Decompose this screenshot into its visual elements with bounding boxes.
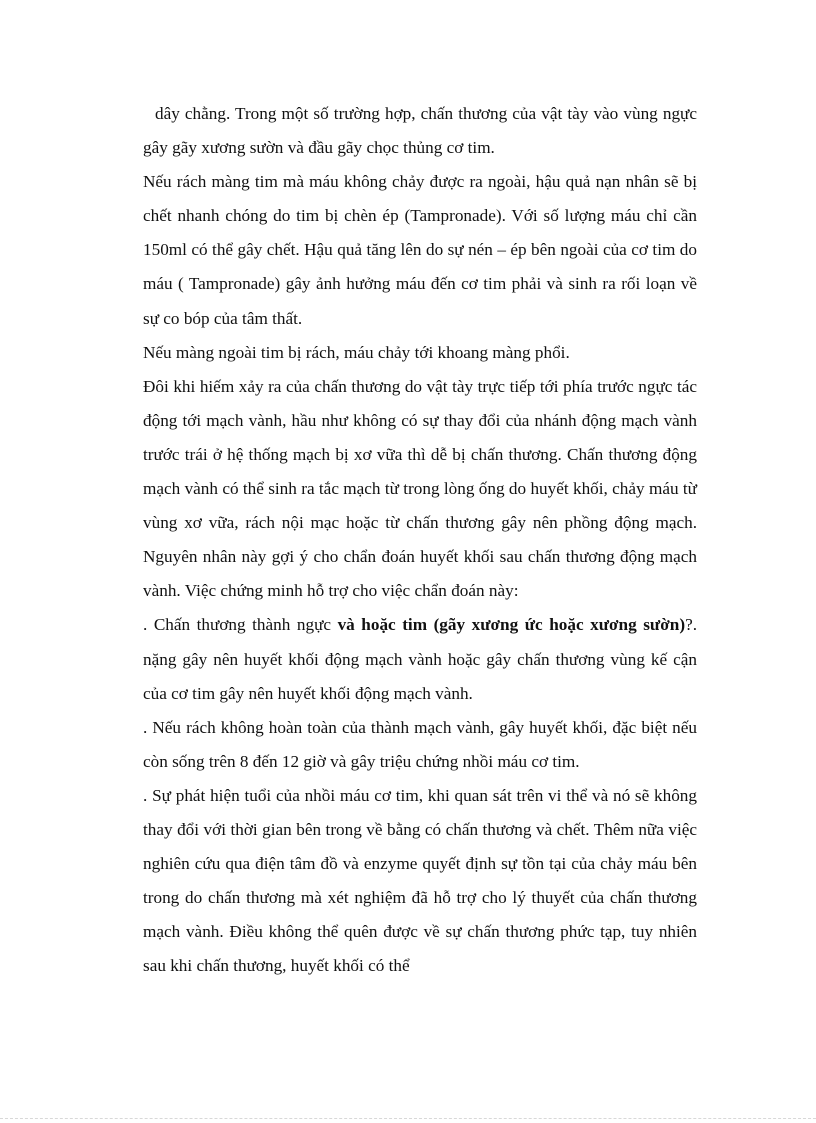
page-bottom-divider — [0, 1118, 816, 1119]
paragraph-7: . Sự phát hiện tuổi của nhồi máu cơ tim, khi quan sát trên vi thể và nó sẽ không thay đổi với thời gian bên trong về bằng có chấn thương và chết. Thêm nữa việc nghiên cứu qua điện tâm đồ và enzyme quyết định sự tồn tại của chảy máu bên trong do chấn thương mà xét nghiệm đã hỗ trợ cho lý thuyết của chấn thương mạch vành. Điều không thể quên được về sự chấn thương phức tạp, tuy nhiên sau khi chấn thương, huyết khối có thể — [143, 785, 697, 976]
document-body — [143, 97, 697, 983]
paragraph-3: Nếu màng ngoài tim bị rách, máu chảy tới khoang màng phổi. — [143, 342, 570, 362]
paragraph-2: Nếu rách màng tim mà máu không chảy được ra ngoài, hậu quả nạn nhân sẽ bị chết nhanh chóng do tim bị chèn ép (Tampronade). Với số lượng máu chỉ cần 150ml có thể gây chết. Hậu quả tăng lên do sự nén – ép bên ngoài của cơ tim do máu ( Tampronade) gây ảnh hưởng máu đến cơ tim phải và sinh ra rối loạn về sự co bóp của tâm thất. — [143, 172, 697, 328]
paragraph-1: dây chằng. Trong một số trường hợp, chấn thương của vật tày vào vùng ngực gây gãy xương sườn và đầu gãy chọc thủng cơ tim. — [143, 104, 697, 158]
paragraph-5-bold-segment: và hoặc tim (gãy xương ức hoặc xương sườn) — [337, 615, 686, 635]
paragraph-6: . Nếu rách không hoàn toàn của thành mạch vành, gây huyết khối, đặc biệt nếu còn sống trên 8 đến 12 giờ và gây triệu chứng nhồi máu cơ tim. — [143, 717, 697, 771]
paragraph-5-segment-3: ?. nặng gây nên huyết khối động mạch vành hoặc gây chấn thương vùng kế cận của cơ tim gây nên huyết khối động mạch vành. — [143, 615, 697, 703]
paragraph-5-segment-1: . Chấn thương thành ngực — [143, 615, 338, 635]
paragraph-5 — [143, 608, 697, 710]
paragraph-4: Đôi khi hiếm xảy ra của chấn thương do vật tày trực tiếp tới phía trước ngực tác động tới mạch vành, hầu như không có sự thay đổi của nhánh động mạch vành trước trái ở hệ thống mạch bị xơ vữa thì dễ bị chấn thương. Chấn thương động mạch vành có thể sinh ra tắc mạch từ trong lòng ống do huyết khối, chảy máu từ vùng xơ vữa, rách nội mạc hoặc từ chấn thương gây nên phồng động mạch. Nguyên nhân này gợi ý cho chẩn đoán huyết khối sau chấn thương động mạch vành. Việc chứng minh hỗ trợ cho việc chẩn đoán này: — [143, 376, 697, 601]
